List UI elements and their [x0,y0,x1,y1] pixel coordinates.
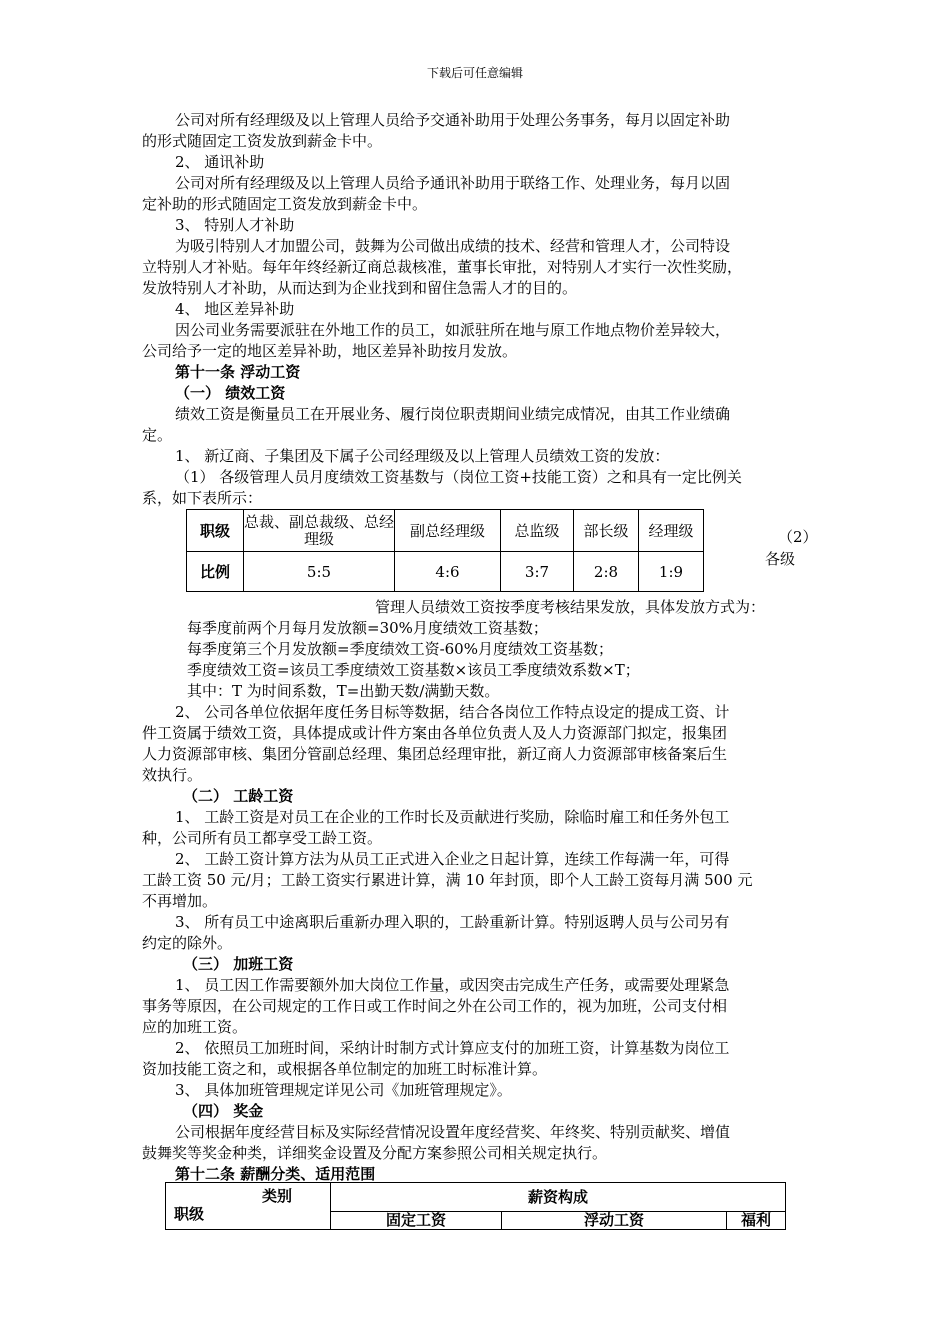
list-item: 2、 公司各单位依据年度任务目标等数据，结合各岗位工作特点设定的提成工资、计 [175,703,730,721]
category-label: 类别 [262,1187,293,1205]
list-item: 3、 特别人才补助 [175,216,295,234]
formula-line: 季度绩效工资=该员工季度绩效工资基数×该员工季度绩效系数×T； [187,661,640,679]
table-header-cell: 浮动工资 [502,1211,727,1229]
table-cell: 5:5 [244,552,395,592]
paragraph-line: 件工资属于绩效工资，具体提成或计件方案由各单位负责人及人力资源部门拟定，报集团 [142,724,728,742]
paragraph-line: 绩效工资是衡量员工在开展业务、履行岗位职责期间业绩完成情况，由其工作业绩确 [175,405,731,423]
table-header-cell: 固定工资 [331,1211,502,1229]
table-cell: 部长级 [574,510,639,552]
table-cell: 总裁、副总裁级、总经理级 [244,510,395,552]
paragraph-line: 公司根据年度经营目标及实际经营情况设置年度经营奖、年终奖、特别贡献奖、增值 [175,1123,731,1141]
section-heading: （二） 工龄工资 [183,787,294,805]
paragraph-line: 立特别人才补贴。每年年终经新辽商总裁核准，董事长审批，对特别人才实行一次性奖励， [142,258,743,276]
table-cell: 2:8 [574,552,639,592]
side-note: 各级 [765,550,796,568]
list-item: 2、 通讯补助 [175,153,265,171]
list-item: 4、 地区差异补助 [175,300,295,318]
list-item: 3、 具体加班管理规定详见公司《加班管理规定》。 [175,1081,512,1099]
list-item: 1、 新辽商、子集团及下属子公司经理级及以上管理人员绩效工资的发放： [175,447,670,465]
grade-label: 职级 [174,1205,205,1223]
paragraph-line: 的形式随固定工资发放到薪金卡中。 [142,132,383,150]
table-cell: 比例 [187,552,244,592]
paragraph-line: 种，公司所有员工都享受工龄工资。 [142,829,383,847]
paragraph-line: 管理人员绩效工资按季度考核结果发放，具体发放方式为： [375,598,766,616]
paragraph-line: 事务等原因，在公司规定的工作日或工作时间之外在公司工作的，视为加班，公司支付相 [142,997,728,1015]
formula-line: 其中：T 为时间系数，T=出勤天数/满勤天数。 [187,682,500,700]
table-row [166,1183,786,1212]
table-cell: 经理级 [639,510,704,552]
table-cell: 总监级 [501,510,574,552]
paragraph-line: 因公司业务需要派驻在外地工作的员工，如派驻所在地与原工作地点物价差异较大， [175,321,731,339]
table-cell: 职级 [187,510,244,552]
list-item: 3、 所有员工中途离职后重新办理入职的，工龄重新计算。特别返聘人员与公司另有 [175,913,730,931]
paragraph-line: 应的加班工资。 [142,1018,248,1036]
paragraph-line: 为吸引特别人才加盟公司，鼓舞为公司做出成绩的技术、经营和管理人才，公司特设 [175,237,731,255]
section-heading: （三） 加班工资 [183,955,294,973]
table-cell: 1:9 [639,552,704,592]
paragraph-line: 不再增加。 [142,892,218,910]
list-item: 2、 工龄工资计算方法为从员工正式进入企业之日起计算，连续工作每满一年，可得 [175,850,730,868]
list-item: 1、 工龄工资是对员工在企业的工作时长及贡献进行奖励，除临时雇工和任务外包工 [175,808,730,826]
paragraph-line: 公司给予一定的地区差异补助，地区差异补助按月发放。 [142,342,518,360]
table-cell: 4:6 [395,552,501,592]
paragraph-line: 发放特别人才补助，从而达到为企业找到和留住急需人才的目的。 [142,279,578,297]
table-cell: 3:7 [501,552,574,592]
table-cell: 副总经理级 [395,510,501,552]
paragraph-line: 定。 [142,426,173,444]
performance-ratio-table [186,509,704,592]
paragraph-line: 鼓舞奖等奖金种类，详细奖金设置及分配方案参照公司相关规定执行。 [142,1144,608,1162]
paragraph-line: 公司对所有经理级及以上管理人员给予通讯补助用于联络工作、处理业务，每月以固 [175,174,731,192]
article-heading: 第十一条 浮动工资 [175,363,301,381]
article-heading: 第十二条 薪酬分类、适用范围 [175,1165,376,1183]
paragraph-line: 约定的除外。 [142,934,233,952]
table-row [187,552,704,592]
formula-line: 每季度前两个月每月发放额=30%月度绩效工资基数； [187,619,548,637]
paragraph-line: 系，如下表所示： [142,489,263,507]
side-note: （2） [778,528,818,546]
table-header-cell [166,1183,331,1230]
table-header-cell: 福利 [727,1211,786,1229]
page-header: 下载后可任意编辑 [426,66,523,80]
formula-line: 每季度第三个月发放额=季度绩效工资-60%月度绩效工资基数； [187,640,613,658]
list-item: 1、 员工因工作需要额外加大岗位工作量，或因突击完成生产任务，或需要处理紧急 [175,976,730,994]
salary-category-table [165,1182,786,1230]
list-item: 2、 依照员工加班时间，采纳计时制方式计算应支付的加班工资，计算基数为岗位工 [175,1039,730,1057]
paragraph-line: （1） 各级管理人员月度绩效工资基数与（岗位工资+技能工资）之和具有一定比例关 [175,468,742,486]
table-row [187,510,704,552]
paragraph-line: 定补助的形式随固定工资发放到薪金卡中。 [142,195,428,213]
paragraph-line: 资加技能工资之和，或根据各单位制定的加班工时标准计算。 [142,1060,548,1078]
paragraph-line: 人力资源部审核、集团分管副总经理、集团总经理审批，新辽商人力资源部审核备案后生 [142,745,728,763]
paragraph-line: 公司对所有经理级及以上管理人员给予交通补助用于处理公务事务，每月以固定补助 [175,111,731,129]
paragraph-line: 效执行。 [142,766,203,784]
table-header-cell: 薪资构成 [331,1183,786,1212]
paragraph-line: 工龄工资 50 元/月；工龄工资实行累进计算，满 10 年封顶，即个人工龄工资每月满 500 元 [142,871,753,889]
section-heading: （四） 奖金 [183,1102,264,1120]
section-heading: （一） 绩效工资 [175,384,286,402]
